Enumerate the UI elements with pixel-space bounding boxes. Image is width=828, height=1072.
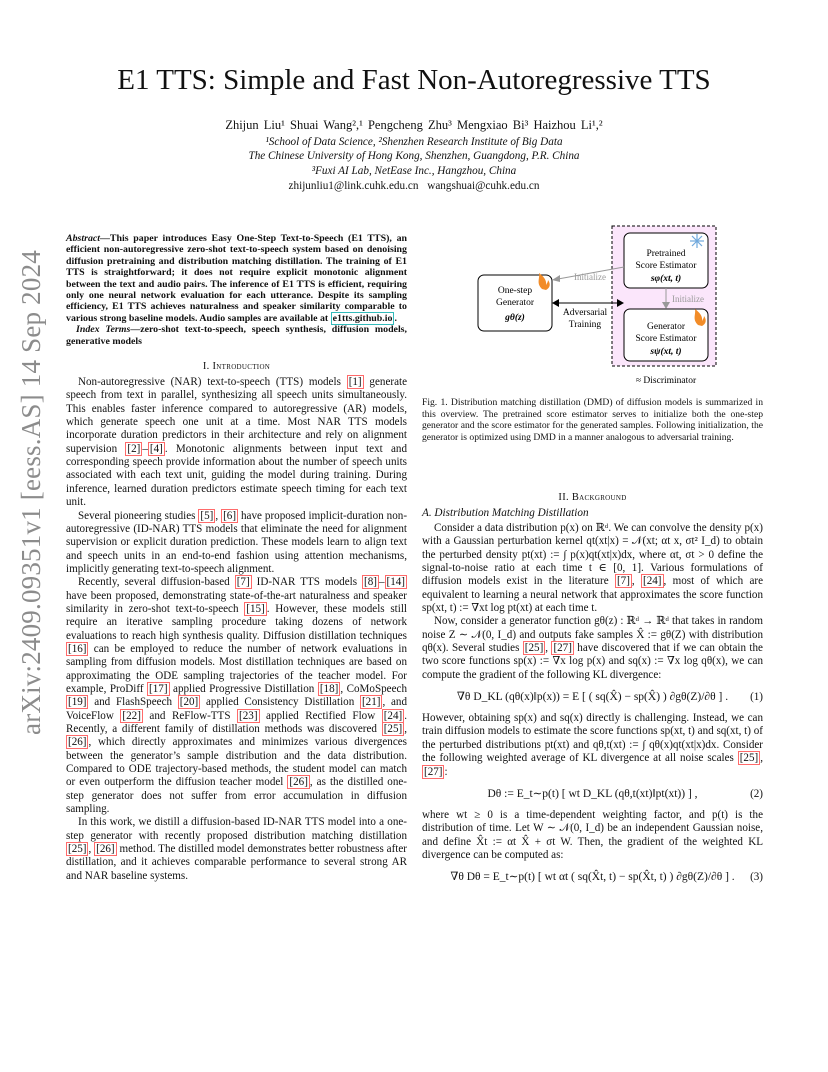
citation-link[interactable]: [26] <box>68 736 87 749</box>
abstract <box>66 233 407 324</box>
abstract-end: . <box>394 312 397 324</box>
intro-paragraph-1: Non-autoregressive (NAR) text-to-speech (TTS) models [1] generate speech from text in parallel, synthesizing all speech units simultaneously. This enables faster inference compared to autoregressive (AR) models, which generate speech one unit at a time. Most NAR TTS models incorporate duration predictors in their architecture and rely on alignment supervision [2] – [4] . Monotonic alignments between input text and corresponding speech provide information about the number of speech units associated with each text unit, guiding the model during training. During inference, learned duration predictors estimate speech timing for each text unit. <box>66 376 407 509</box>
citation-link[interactable]: [15] <box>246 602 265 615</box>
abstract-label: Abstract <box>66 233 101 244</box>
section-number: II. <box>558 492 572 503</box>
snowflake-icon <box>690 234 704 248</box>
citation-link[interactable]: [26] <box>289 776 308 789</box>
initialize-label-1: Initialize <box>574 272 606 282</box>
equation-1-number: (1) <box>750 691 763 704</box>
citation-link[interactable]: [27] <box>553 642 572 655</box>
citation-link[interactable]: [23] <box>239 709 258 722</box>
pretrained-label: Pretrained <box>646 249 686 259</box>
equation-1 <box>422 682 763 712</box>
citation-link[interactable]: [25] <box>68 843 87 856</box>
citation-link[interactable]: [7] <box>616 575 630 588</box>
citation-link[interactable]: [2] <box>127 442 141 455</box>
citation-link[interactable]: [14] <box>386 576 405 589</box>
citation-link[interactable]: [24] <box>383 709 403 722</box>
intro-paragraph-3: Recently, several diffusion-based [7] ID-NAR TTS models [8] – [14] have been proposed, demonstrating state-of-the-art naturalness and speaker similarity in zero-shot text-to-speech [15] . However, these models still require an iterative sampling procedure taking dozens of network evaluations to reach high synthesis quality. Diffusion distillation techniques [16] can be employed to reduce the number of network evaluations in sampling from diffusion models. Most distillation techniques are based on approximating the ODE sampling trajectories of the teacher model. For example, ProDiff [17] applied Progressive Distillation [18] , CoMoSpeech [19] and FlashSpeech [20] applied Consistency Distillation [21] , and VoiceFlow [22] and ReFlow-TTS [23] applied Rectified Flow [24] . Recently, a different family of distillation methods was discovered [25] , [26] , which directly approximates and minimizes various divergences between the generator’s sample distribution and the data distribution. Compared to ODE trajectory-based methods, the student model can match or even outperform the diffusion teacher model [26] , as the distilled one-step generator does not suffer from error accumulation in diffusion sampling. <box>66 576 408 816</box>
equation-2-number: (2) <box>750 787 763 800</box>
one-step-sublabel: Generator <box>496 298 534 308</box>
citation-link[interactable]: [21] <box>361 696 381 709</box>
equation-2-body: Dθ := E_t∼p(t) [ wt D_KL (qθ,t(xt)‖pt(xt)) ] , <box>487 787 698 800</box>
section-title: Introduction <box>212 361 271 373</box>
citation-link[interactable]: [6] <box>223 509 237 522</box>
generator-function: gθ(z) <box>505 313 525 323</box>
subsection-dmd: A. Distribution Matching Distillation <box>422 507 589 519</box>
equation-3 <box>422 862 763 892</box>
background-paragraph-2: Now, consider a generator function gθ(z) : ℝᵈ → ℝᵈ that takes in random noise Z ∼ 𝒩(0, I_d) and outputs fake samples X̂ := gθ(Z) with distribution qθ(x). Several studies [25] , [27] have discovered that if we can obtain the two score functions sp(x) := ∇x log p(x) and sq(x) := ∇x log qθ(x), we can compute the gradient of the following KL divergence: <box>422 615 763 681</box>
affiliation-2: The Chinese University of Hong Kong, Shenzhen, Guangdong, P.R. China <box>248 150 580 162</box>
section-number: I. <box>202 361 213 373</box>
intro-paragraph-4: In this work, we distill a diffusion-based ID-NAR TTS model into a one-step generator with recently proposed distribution matching distillation [25] , [26] method. The distilled model demonstrates better robustness after distillation, and it achieves comparable performance to several strong AR and NAR baseline systems. <box>66 816 407 882</box>
equation-3-body: ∇θ Dθ = E_t∼p(t) [ wt αt ( sq(X̂t, t) − sp(X̂t, t) ) ∂gθ(Z)/∂θ ] . <box>450 871 735 884</box>
citation-link[interactable]: [7] <box>236 576 250 589</box>
citation-link[interactable]: [24] <box>643 575 662 588</box>
citation-link[interactable]: [20] <box>179 696 199 709</box>
section-heading-introduction <box>66 361 407 372</box>
author-emails: zhijunliu1@link.cuhk.edu.cn wangshuai@cuhk.edu.cn <box>288 180 540 192</box>
affiliation-3: ³Fuxi AI Lab, NetEase Inc., Hangzhou, China <box>311 165 517 177</box>
figure-1-diagram <box>470 225 718 387</box>
paper-title: E1 TTS: Simple and Fast Non-Autoregressive TTS <box>117 64 711 96</box>
background-paragraph-4: where wt ≥ 0 is a time-dependent weighting factor, and p(t) is the distribution of time. Let W ∼ 𝒩(0, I_d) be an independent Gaussian noise, and define X̂t := αt X̂ + σt W. Then, the gradient of the weighted KL divergence can be computed as: <box>422 808 763 861</box>
citation-link[interactable]: [18] <box>319 682 339 695</box>
equation-3-number: (3) <box>750 871 763 884</box>
one-step-label: One-step <box>497 286 533 296</box>
equation-1-body: ∇θ D_KL (qθ(x)‖p(x)) = E [ ( sq(X̂) − sp(X̂) ) ∂gθ(Z)/∂θ ] . <box>456 691 729 704</box>
citation-link[interactable]: [1] <box>348 376 362 389</box>
project-link[interactable]: e1tts.github.io <box>332 312 393 324</box>
citation-link[interactable]: [19] <box>68 696 87 709</box>
index-terms-text: —zero-shot text-to-speech, speech synthesis, diffusion models, generative models <box>66 324 407 347</box>
adversarial-label: Adversarial <box>562 308 608 318</box>
teacher-function: sφ(xt, t) <box>650 274 682 284</box>
index-terms <box>66 324 407 347</box>
training-label: Training <box>568 320 602 330</box>
abstract-text: —This paper introduces Easy One-Step Text-to-Speech (E1 TTS), an efficient non-autoregressive zero-shot text-to-speech system based on denoising diffusion pretraining and distribution matching distillation. The training of E1 TTS is straightforward; it does not require explicit monotonic alignment between the text and audio pairs. The inference of E1 TTS is efficient, requiring only one neural network evaluation for each utterance. Despite its sampling efficiency, E1 TTS achieves naturalness and speaker similarity comparable to various strong baseline models. Audio samples are available at <box>66 233 407 324</box>
index-terms-label: Index Terms <box>76 324 131 336</box>
generator-score-sublabel: Score Estimator <box>635 334 697 344</box>
intro-paragraph-2: Several pioneering studies [5] , [6] have proposed implicit-duration non-autoregressive (ID-NAR) TTS models that eliminate the need for alignment supervision or explicit duration prediction. These models learn to align text and speech units in an end-to-end fashion using attention mechanisms, implicitly generating text-to-speech alignment. <box>66 509 408 575</box>
citation-link[interactable]: [22] <box>122 709 141 722</box>
citation-link[interactable]: [26] <box>96 843 115 856</box>
intro-body <box>66 376 407 883</box>
citation-link[interactable]: [8] <box>364 576 377 589</box>
pretrained-sublabel: Score Estimator <box>635 261 697 271</box>
author-list: Zhijun Liu¹ Shuai Wang²,¹ Pengcheng Zhu³ Mengxiao Bi³ Haizhou Li¹,² <box>225 118 603 132</box>
citation-link[interactable]: [27] <box>424 765 443 778</box>
background-paragraph-1: Consider a data distribution p(x) on ℝᵈ. We can convolve the density p(x) with a Gaussian perturbation kernel qt(xt|x) = 𝒩(xt; αt x, σt² I_d) to obtain the perturbed density pt(xt) := ∫ p(x)qt(xt|x)dx, where αt, σt > 0 define the signal-to-noise ratio at each time t ∈ [0, 1]. Various formulations of diffusion models exist in the literature [7] , [24] , most of which are equivalent to learning a neural network that approximates the score function sp(xt, t) := ∇xt log pt(xt) at each time t. <box>422 522 764 615</box>
equation-2 <box>422 779 763 809</box>
affiliation-1: ¹School of Data Science, ²Shenzhen Research Institute of Big Data <box>265 136 563 148</box>
citation-link[interactable]: [17] <box>149 682 168 695</box>
section-title: Background <box>571 492 627 503</box>
citation-link[interactable]: [16] <box>68 642 87 655</box>
background-paragraph-3: However, obtaining sp(x) and sq(x) directly is challenging. Instead, we can train diffusion models to estimate the score functions sp(xt, t) and sq(xt, t) of the perturbed distributions pt(xt) and qθ,t(xt) := ∫ qθ(x)qt(xt|x)dx. Consider the following weighted average of KL divergence at all noise scales [25] , [27] : <box>422 712 763 778</box>
generator-score-function: sψ(xt, t) <box>650 347 682 357</box>
section-heading-background <box>422 492 763 503</box>
discriminator-label: ≈ Discriminator <box>635 376 697 386</box>
right-column <box>422 486 763 892</box>
citation-link[interactable]: [5] <box>200 509 214 522</box>
generator-score-label: Generator <box>647 322 685 332</box>
citation-link[interactable]: [25] <box>739 752 759 765</box>
left-column <box>66 233 407 883</box>
figure-1-caption: Fig. 1. Distribution matching distillation (DMD) of diffusion models is summarized in this overview. The pretrained score estimator serves to initialize both the one-step generator and the score estimator for the generated samples. Following initialization, the generator is optimized using DMD in a manner analogous to adversarial training. <box>422 397 763 443</box>
citation-link[interactable]: [25] <box>383 723 403 735</box>
arxiv-identifier: arXiv:2409.09351v1 [eess.AS] 14 Sep 2024 <box>15 249 46 735</box>
citation-link[interactable]: [25] <box>524 642 544 655</box>
citation-link[interactable]: [4] <box>149 442 163 455</box>
initialize-label-2: Initialize <box>672 294 704 304</box>
